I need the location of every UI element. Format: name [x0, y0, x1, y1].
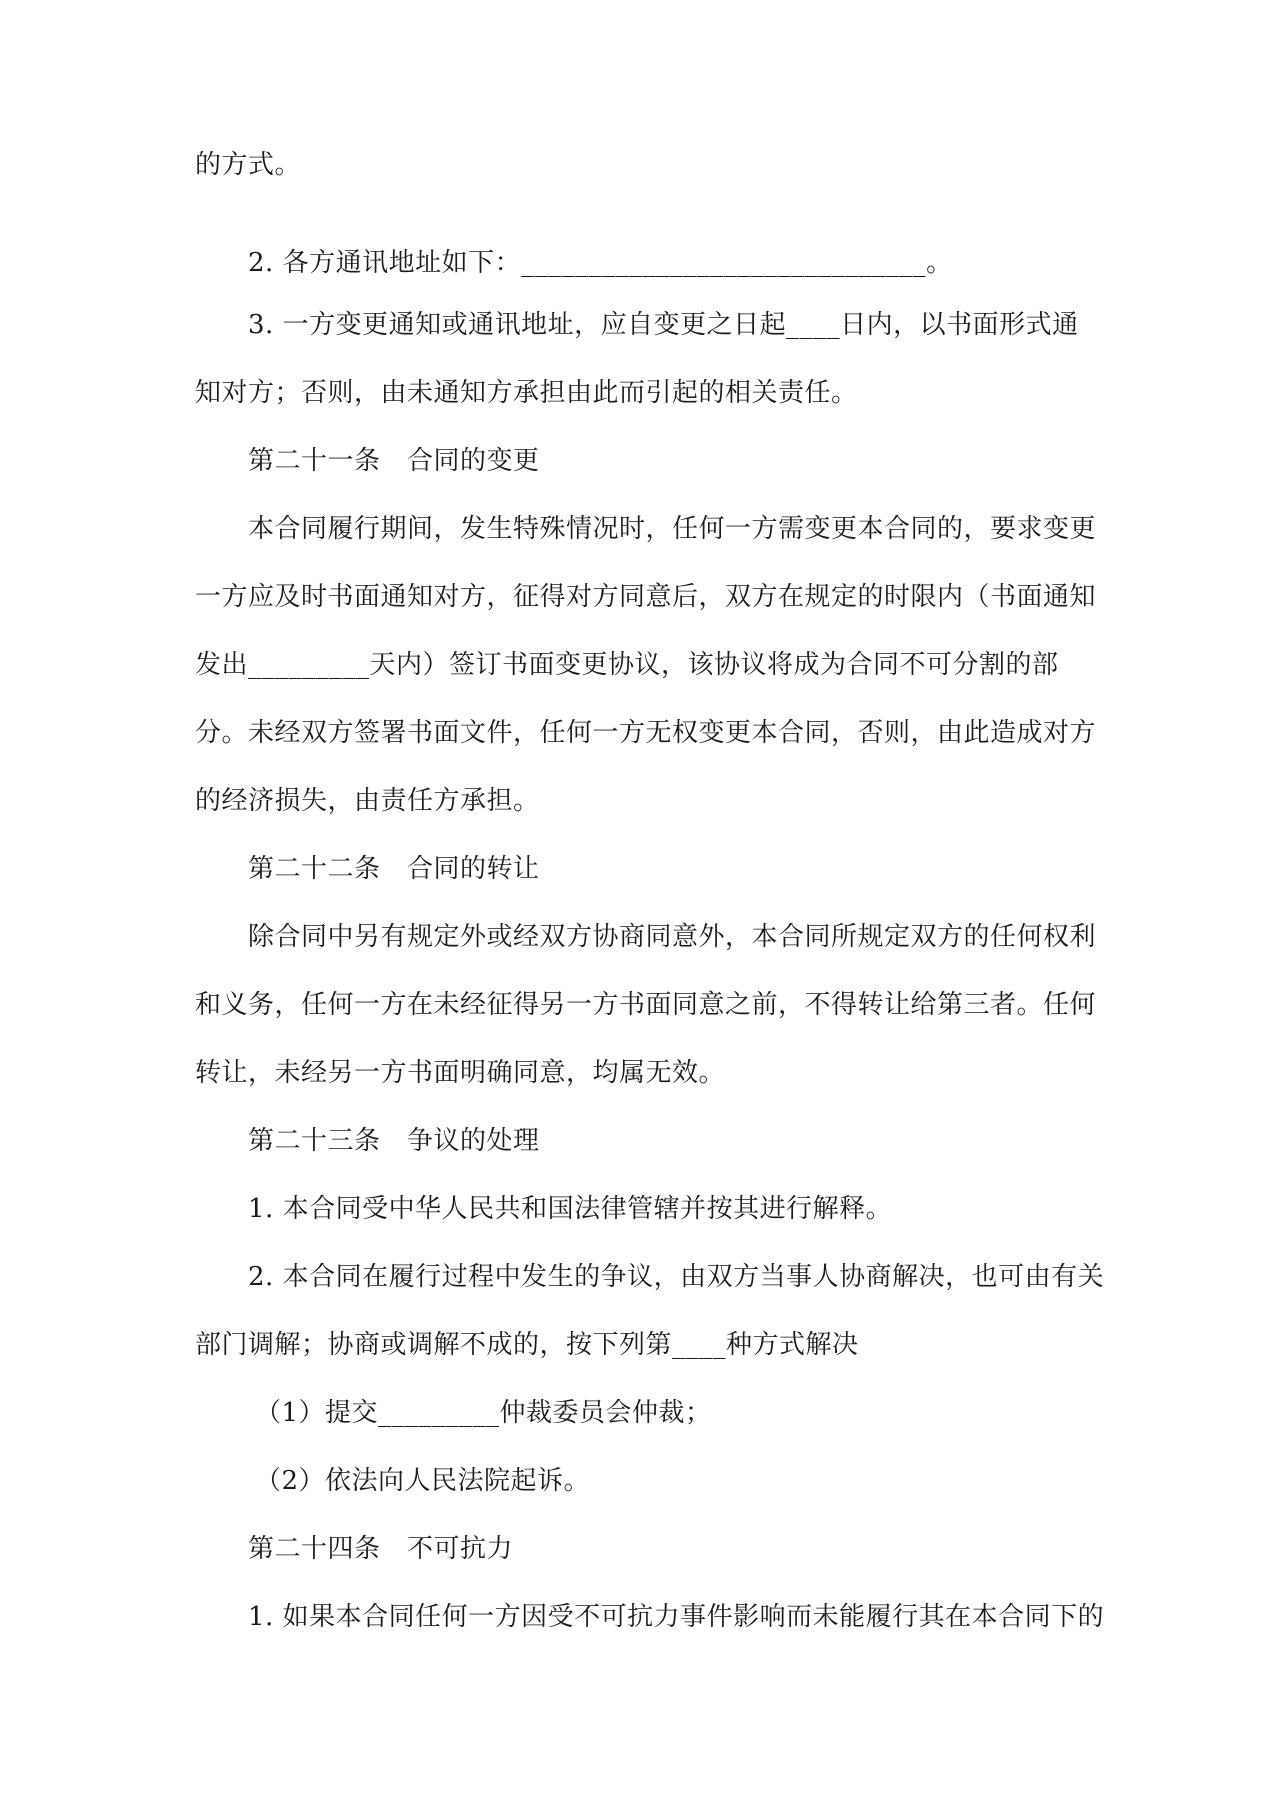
text-line: 2. 本合同在履行过程中发生的争议，由双方当事人协商解决，也可由有关 — [248, 1262, 1105, 1292]
text-line: 发出_________天内）签订书面变更协议，该协议将成为合同不可分割的部 — [195, 650, 1059, 680]
text-line: 1. 如果本合同任何一方因受不可抗力事件影响而未能履行其在本合同下的 — [248, 1602, 1105, 1632]
text-line: 部门调解；协商或调解不成的，按下列第____种方式解决 — [195, 1330, 859, 1360]
text-line: （1）提交_________仲裁委员会仲裁； — [255, 1398, 712, 1428]
text-line: 和义务，任何一方在未经征得另一方书面同意之前，不得转让给第三者。任何 — [195, 990, 1097, 1020]
text-line: 3. 一方变更通知或通讯地址，应自变更之日起____日内，以书面形式通 — [248, 310, 1079, 340]
text-line: 2. 各方通讯地址如下：______________________________。 — [248, 248, 953, 278]
article-heading: 第二十四条 不可抗力 — [248, 1534, 514, 1564]
text-line: 转让，未经另一方书面明确同意，均属无效。 — [195, 1058, 726, 1088]
text-line: 的方式。 — [195, 150, 302, 180]
text-line: 本合同履行期间，发生特殊情况时，任何一方需变更本合同的，要求变更 — [248, 514, 1097, 544]
text-line: 一方应及时书面通知对方，征得对方同意后，双方在规定的时限内（书面通知 — [195, 582, 1097, 612]
text-line: 知对方；否则，由未通知方承担由此而引起的相关责任。 — [195, 378, 858, 408]
article-heading: 第二十二条 合同的转让 — [248, 854, 540, 884]
text-line: 分。未经双方签署书面文件，任何一方无权变更本合同，否则，由此造成对方 — [195, 718, 1097, 748]
text-line: 除合同中另有规定外或经双方协商同意外，本合同所规定双方的任何权利 — [248, 922, 1097, 952]
text-line: 1. 本合同受中华人民共和国法律管辖并按其进行解释。 — [248, 1194, 893, 1224]
article-heading: 第二十三条 争议的处理 — [248, 1126, 540, 1156]
text-line: 的经济损失，由责任方承担。 — [195, 786, 540, 816]
text-line: （2）依法向人民法院起诉。 — [255, 1466, 591, 1496]
article-heading: 第二十一条 合同的变更 — [248, 446, 540, 476]
